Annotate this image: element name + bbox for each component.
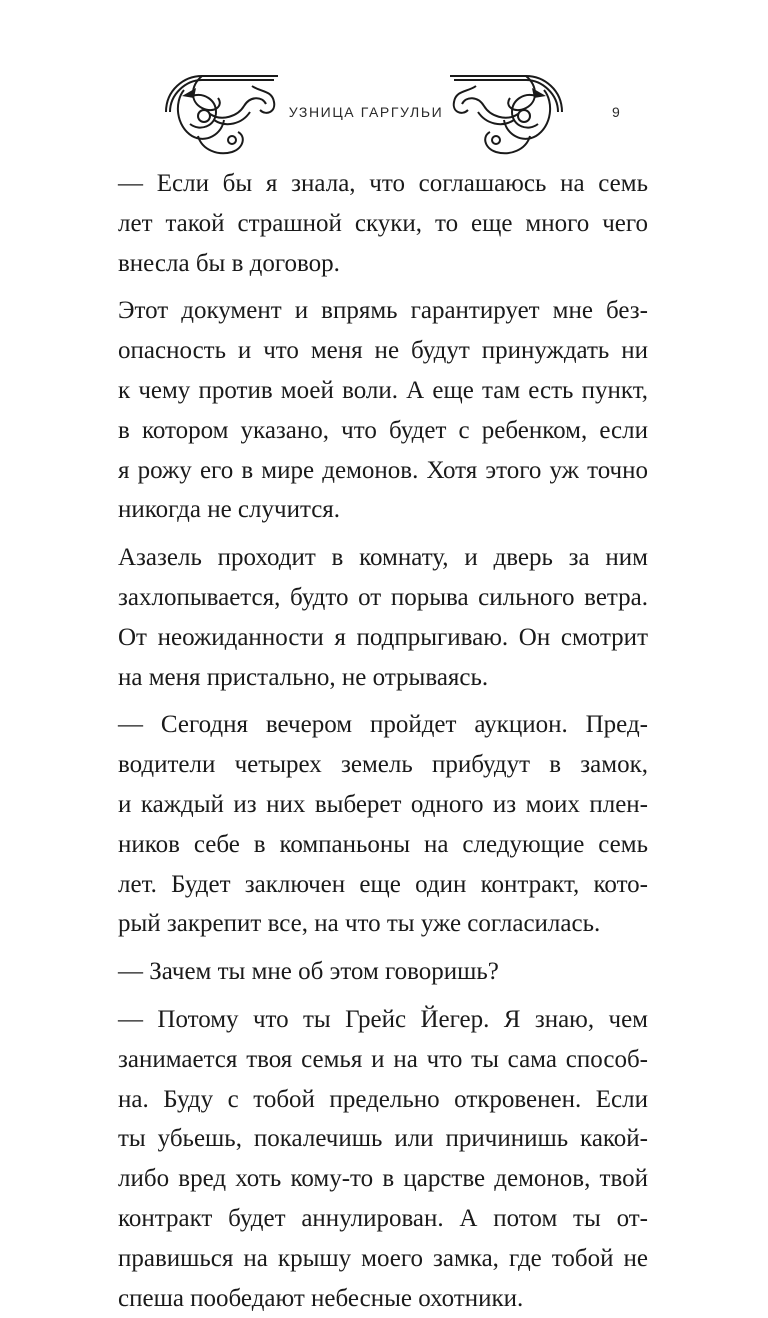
paragraph [118,291,648,530]
text-line: и каждый из них выберет одного из моих плен- [118,790,648,818]
text-line: — Зачем ты мне об этом говоришь? [118,958,499,986]
paragraph-gap [118,697,648,705]
text-line: я рожу его в мире демонов. Хотя этого уж точно [118,456,648,484]
text-line: контракт будет аннулирован. А потом ты от- [118,1204,648,1232]
text-line: — Сегодня вечером пройдет аукцион. Пред- [118,711,648,739]
celtic-knot-ornament-left-icon [162,62,282,162]
text-line: спеша пообедают небесные охотники. [118,1284,524,1312]
text-line: — Если бы я знала, что соглашаюсь на семь [118,170,648,197]
paragraph-gap [118,283,648,291]
text-line: лет. Будет заключен еще один контракт, кото- [118,870,648,898]
paragraph [118,164,648,283]
text-line: опасность и что меня не будут принуждать ни [118,337,648,365]
paragraph [118,1000,648,1318]
text-line: занимается твоя семья и на что ты сама способ- [118,1045,648,1073]
paragraph-gap [118,944,648,952]
text-line: рый закрепит все, на что ты уже согласилась. [118,910,601,938]
page-header [0,62,768,162]
celtic-knot-ornament-right-icon [446,62,566,162]
text-line: на меня пристально, не отрываясь. [118,663,489,691]
paragraph [118,538,648,697]
running-title: УЗНИЦА ГАРГУЛЬИ [288,104,444,120]
text-line: внесла бы в договор. [118,249,340,277]
text-line: в котором указано, что будет с ребенком, если [118,416,648,444]
text-line: либо вред хоть кому-то в царстве демонов, твой [118,1165,648,1193]
text-line: захлопывается, будто от порыва сильного ветра. [118,583,648,611]
text-line: — Потому что ты Грейс Йегер. Я знаю, чем [118,1005,648,1033]
text-line: От неожиданности я подпрыгиваю. Он смотрит [118,623,648,651]
paragraph [118,705,648,944]
text-line: Азазель проходит в комнату, и дверь за ним [118,544,648,572]
body-text [118,164,648,1318]
text-line: водители четырех земель прибудут в замок, [118,751,648,779]
text-line: ников себе в компаньоны на следующие семь [118,830,648,858]
text-line: правишься на крышу моего замка, где тобой не [118,1244,648,1272]
paragraph [118,952,648,992]
text-line: к чему против моей воли. А еще там есть пункт, [118,376,648,404]
text-line: Этот документ и впрямь гарантирует мне без- [118,297,648,325]
paragraph-gap [118,530,648,538]
text-line: никогда не случится. [118,496,341,524]
text-line: на. Буду с тобой предельно откровенен. Если [118,1085,648,1113]
page-number: 9 [612,104,620,120]
text-line: ты убьешь, покалечишь или причинишь какой- [118,1125,648,1153]
paragraph-gap [118,992,648,1000]
text-line: лет такой страшной скуки, то еще много чего [118,209,648,237]
